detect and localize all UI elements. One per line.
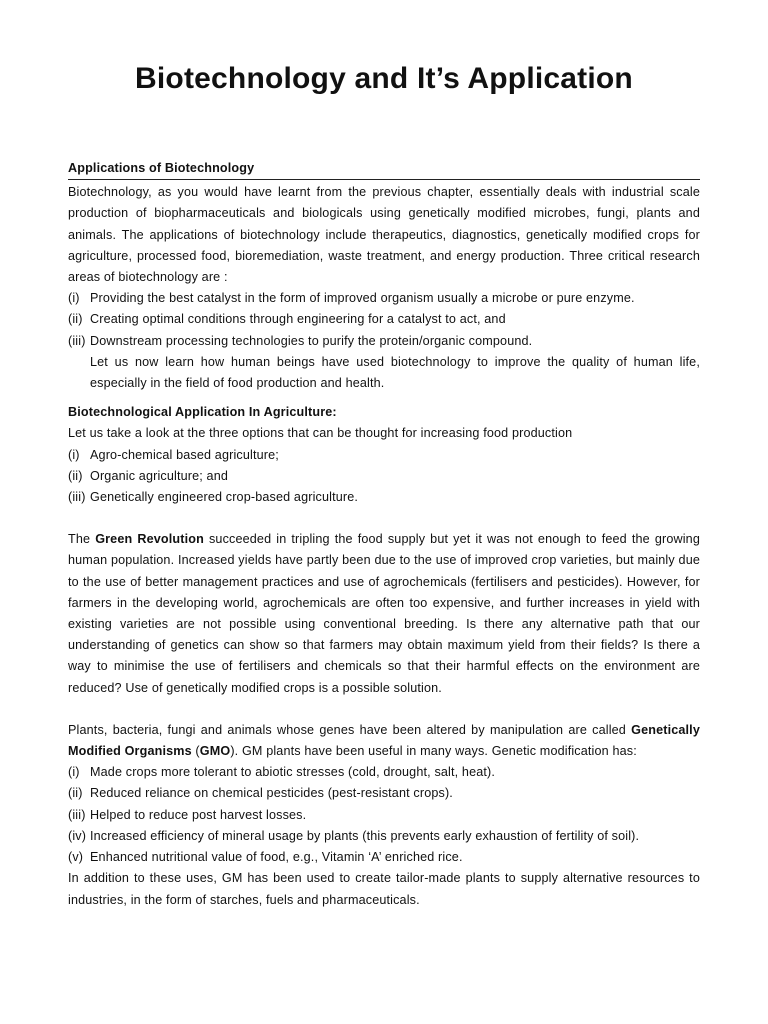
list-item-text: Providing the best catalyst in the form of improved organism usually a microbe or pure enzyme. — [90, 291, 635, 306]
green-revolution-term: Green Revolution — [95, 532, 204, 547]
list-item-text: Downstream processing technologies to purify the protein/organic compound. — [90, 333, 533, 348]
gmo-paragraph — [68, 720, 700, 762]
gmo-body: ). GM plants have been useful in many ways. Genetic modification has: — [230, 744, 637, 759]
gmo-abbr: GMO — [199, 744, 231, 759]
list-item — [68, 847, 700, 868]
list-item — [68, 783, 700, 804]
gmo-term: Genetically Modified Organisms — [68, 722, 700, 759]
list-item-text: Reduced reliance on chemical pesticides (pest-resistant crops). — [90, 786, 453, 801]
list-item-text: Enhanced nutritional value of food, e.g., Vitamin ‘A’ enriched rice. — [90, 850, 463, 865]
list-item-text: Helped to reduce post harvest losses. — [90, 807, 307, 822]
list-item-number: (iii) — [68, 333, 86, 348]
list-item — [68, 762, 700, 783]
list-item-text: Agro-chemical based agriculture; — [90, 447, 279, 462]
list-item-text: Made crops more tolerant to abiotic stresses (cold, drought, salt, heat). — [90, 765, 496, 780]
list-item-number: (i) — [68, 447, 80, 462]
list-item-number: (iii) — [68, 807, 86, 822]
list-item-text: Increased efficiency of mineral usage by plants (this prevents early exhaustion of fertility of soil). — [90, 828, 640, 843]
section-heading-agriculture: Biotechnological Application In Agriculture: — [68, 405, 337, 420]
list-item-number: (iii) — [68, 490, 86, 505]
list-item-number: (iv) — [68, 828, 87, 843]
green-revolution-pre: The — [68, 532, 96, 547]
list-item — [68, 445, 700, 466]
list-item — [68, 466, 700, 487]
list-item — [68, 309, 700, 330]
list-item — [68, 288, 700, 309]
applications-closing-paragraph: Let us now learn how human beings have used biotechnology to improve the quality of human life, especially in the field of food production and health. — [90, 354, 700, 391]
gmo-pre: Plants, bacteria, fungi and animals whose genes have been altered by manipulation are called — [68, 722, 632, 737]
list-item-text: Organic agriculture; and — [90, 468, 229, 483]
list-item — [68, 331, 700, 352]
list-item — [68, 826, 700, 847]
page-title: Biotechnology and It’s Application — [135, 62, 633, 95]
document-body — [68, 158, 700, 911]
list-item-number: (ii) — [68, 312, 83, 327]
gmo-paren-open: ( — [191, 744, 200, 759]
list-item-number: (i) — [68, 291, 80, 306]
section-heading-applications: Applications of Biotechnology — [68, 158, 700, 180]
green-revolution-paragraph — [68, 529, 700, 699]
gmo-closing-paragraph: In addition to these uses, GM has been used to create tailor-made plants to supply alternative resources to industries, in the form of starches, fuels and pharmaceuticals. — [68, 871, 700, 907]
list-item-number: (ii) — [68, 786, 83, 801]
applications-intro-paragraph: Biotechnology, as you would have learnt from the previous chapter, essentially deals with industrial scale production of biopharmaceuticals and biologicals using genetically modified microbes, fungi, plants and animals. The applications of biotechnology include therapeutics, diagnostics, genetically modified crops for agriculture, processed food, bioremediation, waste treatment, and energy production. Three critical research areas of biotechnology are : — [68, 185, 700, 285]
list-item-text: Creating optimal conditions through engineering for a catalyst to act, and — [90, 312, 506, 327]
list-item-text: Genetically engineered crop-based agriculture. — [90, 490, 359, 505]
list-item — [68, 805, 700, 826]
list-item-number: (v) — [68, 850, 84, 865]
agriculture-intro-paragraph: Let us take a look at the three options that can be thought for increasing food production — [68, 426, 573, 441]
list-item — [68, 487, 700, 508]
list-item-number: (i) — [68, 765, 80, 780]
green-revolution-body: succeeded in tripling the food supply but yet it was not enough to feed the growing human population. Increased yields have partly been due to the use of improved crop varieties, but mainly due to the use of better management practices and use of agrochemicals (fertilisers and pesticides). However, for farmers in the developing world, agrochemicals are often too expensive, and further increases in yield with existing varieties are not possible using conventional breeding. Is there any alternative path that our understanding of genetics can show so that farmers may obtain maximum yield from their fields? Is there a way to minimise the use of fertilisers and chemicals so that their harmful effects on the environment are reduced? Use of genetically modified crops is a possible solution. — [68, 532, 700, 695]
list-item-number: (ii) — [68, 468, 83, 483]
